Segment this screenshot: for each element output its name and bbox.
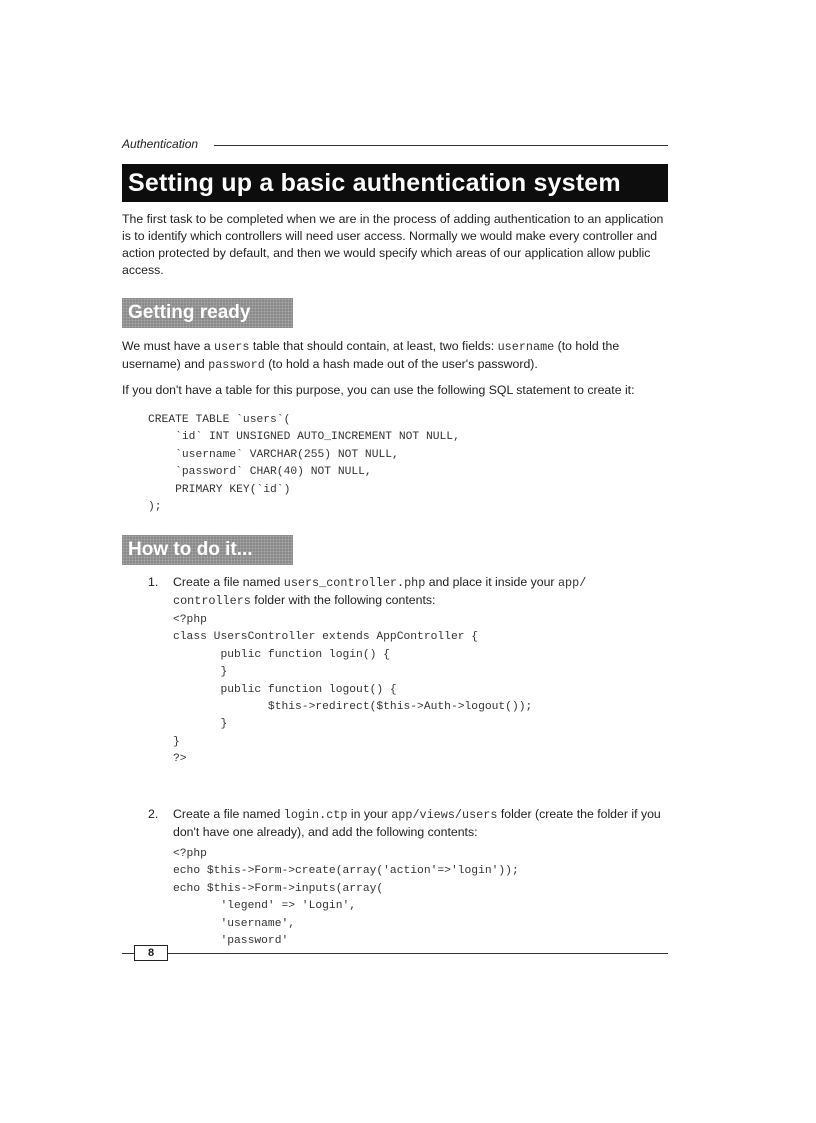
step-2-text: Create a file named login.ctp in your app/views/users folder (create the folder if you don't have one already), and add the following contents:	[173, 807, 661, 839]
how-to-heading: How to do it...	[122, 535, 293, 565]
inline-code: app/ controllers	[173, 576, 587, 608]
php-controller-code-block: <?php class UsersController extends AppController { public function login() { } public function logout() { $this->redirect($this->Auth->logout()); } } ?>	[173, 614, 533, 766]
step-number: 2.	[148, 807, 159, 821]
inline-code: login.ctp	[283, 808, 348, 822]
page-footer	[122, 944, 668, 964]
sql-code-block: CREATE TABLE `users`( `id` INT UNSIGNED AUTO_INCREMENT NOT NULL, `username` VARCHAR(255) NOT NULL, `password` CHAR(40) NOT NULL, PRIMARY KEY(`id`) );	[148, 414, 460, 514]
intro-paragraph: The first task to be completed when we are in the process of adding authentication to an application is to identify which controllers will need user access. Normally we would make every controller and action protected by default, and then we would specify which areas of our application allow public access.	[122, 212, 664, 277]
running-header	[122, 137, 668, 153]
footer-rule-left	[122, 953, 134, 954]
php-view-code-block: <?php echo $this->Form->create(array('action'=>'login')); echo $this->Form->inputs(array( 'legend' => 'Login', 'username', 'password'	[173, 848, 519, 948]
getting-ready-paragraph-1: We must have a users table that should contain, at least, two fields: username (to hold the username) and password (to hold a hash made out of the user's password).	[122, 339, 620, 372]
step-1	[122, 574, 668, 610]
step-1-text: Create a file named users_controller.php and place it inside your app/ controllers folder with the following contents:	[173, 575, 587, 608]
inline-code: username	[497, 340, 555, 354]
inline-code: users	[214, 340, 250, 354]
inline-code: users_controller.php	[283, 576, 426, 590]
getting-ready-heading: Getting ready	[122, 298, 293, 328]
page-number: 8	[134, 945, 168, 961]
getting-ready-paragraph-2: If you don't have a table for this purpose, you can use the following SQL statement to create it:	[122, 383, 635, 397]
footer-rule-right	[168, 953, 668, 954]
running-title: Authentication	[122, 137, 199, 151]
section-title: Setting up a basic authentication system	[122, 164, 668, 202]
step-number: 1.	[148, 575, 159, 589]
inline-code: app/views/users	[391, 808, 498, 822]
inline-code: password	[208, 358, 265, 372]
header-rule	[214, 145, 668, 146]
step-2	[122, 806, 668, 841]
